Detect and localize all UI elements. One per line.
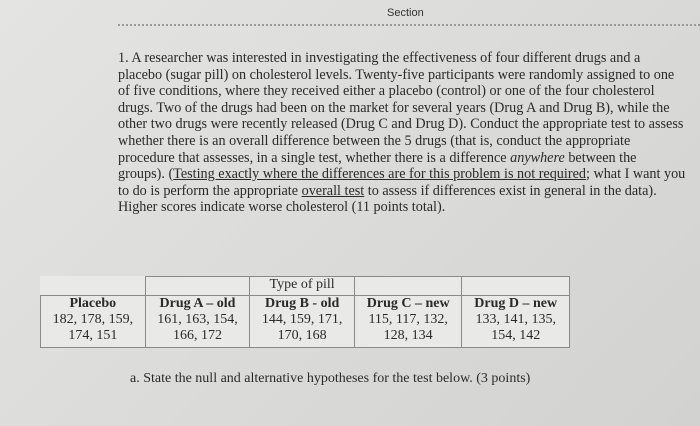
column-header: Drug C – new — [366, 296, 450, 311]
underlined-note-1: Testing exactly where the differences are for this problem is not required — [173, 166, 586, 183]
cell-values: 154, 142 — [491, 328, 541, 343]
question-intro: 1. A researcher was interested in investigating the effectiveness of four different drugs and a placebo (sugar pill) on cholesterol levels. Twenty-five participants were randomly assigned to one of five conditions, where they received either a placebo (control) or one of the four cholesterol drugs. Two of the drugs had been on the market for several years (Drug A and Drug B), while the other two drugs were recently released (Drug C and Drug D). Conduct the appropriate test to assess whether there is an overall difference between the 5 drugs (that is, conduct the appropriate procedure that assesses, in a single test, whether there is a difference — [118, 50, 684, 166]
cell-values: 128, 134 — [383, 328, 433, 343]
cell-values: 166, 172 — [172, 328, 222, 343]
table-cell-drug-b — [250, 296, 355, 348]
cell-values: 144, 159, 171, — [261, 312, 343, 327]
table-cell-drug-a — [145, 296, 250, 348]
cell-values: 174, 151 — [68, 328, 118, 343]
question-text-4: to assess if differences exist in general in the data). Higher scores indicate worse cholesterol (11 points total). — [118, 182, 657, 216]
column-header: Drug A – old — [159, 296, 236, 311]
section-label: Section — [387, 7, 424, 19]
cell-values: 133, 141, 135, — [475, 312, 556, 327]
column-header: Drug D – new — [474, 296, 558, 311]
question-text-3: ; what I want you to do is perform the appropriate — [118, 166, 686, 199]
table-spacer — [354, 277, 462, 296]
underlined-note-2: overall test — [301, 182, 365, 199]
cell-values: 161, 163, 154, — [157, 312, 238, 327]
table-cell-drug-d — [462, 296, 570, 348]
column-header: Placebo — [69, 296, 117, 311]
pill-data-table — [40, 276, 570, 348]
cell-values: 182, 178, 159, — [52, 312, 134, 327]
cell-values: 115, 117, 132, — [368, 312, 448, 327]
part-a-prompt: a. State the null and alternative hypotheses for the test below. (3 points) — [130, 371, 531, 386]
table-corner — [41, 277, 146, 296]
table-spacer — [145, 277, 250, 296]
type-of-pill-header: Type of pill — [250, 277, 355, 296]
emphasis-anywhere: anywhere — [510, 149, 565, 166]
table-spacer — [462, 277, 570, 296]
question-text-2: between the groups). ( — [118, 149, 637, 183]
table-cell-drug-c — [354, 296, 462, 348]
cell-values: 170, 168 — [277, 328, 327, 343]
table-cell-placebo — [41, 296, 146, 348]
question-1-text — [118, 50, 686, 216]
column-header: Drug B - old — [264, 296, 340, 311]
